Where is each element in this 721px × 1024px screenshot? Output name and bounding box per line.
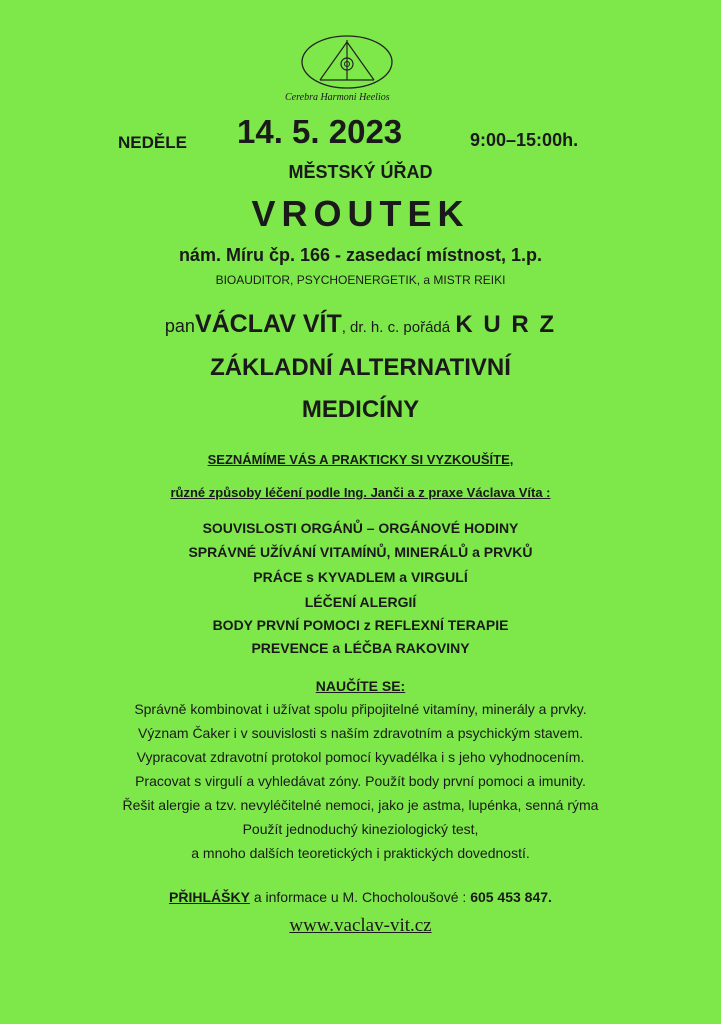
course-title-line1: ZÁKLADNÍ ALTERNATIVNÍ — [210, 354, 511, 381]
topic-item: PREVENCE a LÉČBA RAKOVINY — [251, 640, 470, 656]
event-date: 14. 5. 2023 — [237, 113, 403, 150]
topic-item: SPRÁVNÉ UŽÍVÁNÍ VITAMÍNŮ, MINERÁLŮ a PRVKŮ — [188, 544, 533, 560]
pan-label: pan — [164, 316, 195, 336]
topic-item: BODY PRVNÍ POMOCI z REFLEXNÍ TERAPIE — [212, 617, 509, 633]
kurz-label: K U R Z — [455, 311, 557, 338]
learn-item: Pracovat s virgulí a vyhledávat zóny. Použít body první pomoci a imunity. — [135, 773, 586, 789]
methods-heading: různé způsoby léčení podle Ing. Janči a z praxe Václava Víta : — [170, 485, 551, 500]
address: nám. Míru čp. 166 - zasedací místnost, 1.p. — [178, 245, 543, 265]
topic-item: PRÁCE s KYVADLEM a VIRGULÍ — [253, 569, 468, 585]
profession: BIOAUDITOR, PSYCHOENERGETIK, a MISTR REIKI — [215, 273, 506, 287]
organizer-line — [0, 310, 721, 339]
contact-text: a informace u M. Chocholoušové : — [253, 889, 467, 905]
learn-item: Správně kombinovat i užívat spolu připojitelné vitamíny, minerály a prvky. — [134, 701, 587, 717]
course-title-line2: MEDICÍNY — [301, 396, 420, 423]
topic-item: SOUVISLOSTI ORGÁNŮ – ORGÁNOVÉ HODINY — [202, 520, 519, 536]
learn-heading: NAUČÍTE SE: — [315, 678, 406, 694]
learn-item: a mnoho dalších teoretických i praktických dovedností. — [191, 845, 530, 861]
contact-line — [0, 889, 721, 905]
town: VROUTEK — [251, 193, 470, 234]
learn-item: Vypracovat zdravotní protokol pomocí kyvadélka i s jeho vyhodnocením. — [136, 749, 585, 765]
organizer-suffix: , dr. h. c. pořádá — [341, 319, 451, 336]
venue: MĚSTSKÝ ÚŘAD — [288, 162, 433, 182]
day-label: NEDĚLE — [118, 133, 187, 152]
learn-item: Řešit alergie a tzv. nevyléčitelné nemoci, jako je astma, lupénka, senná rýma — [122, 797, 599, 813]
cerebra-logo-icon — [300, 34, 394, 90]
learn-item: Význam Čaker i v souvislosti s naším zdravotním a psychickým stavem. — [137, 725, 584, 741]
organizer-name: VÁCLAV VÍT — [194, 310, 342, 338]
learn-item: Použít jednoduchý kineziologický test, — [242, 821, 479, 837]
contact-label: PŘIHLÁŠKY — [169, 889, 250, 905]
contact-phone: 605 453 847. — [470, 889, 552, 905]
logo-caption: Cerebra Harmoni Heelios — [285, 92, 390, 103]
event-time: 9:00–15:00h. — [470, 130, 579, 150]
topic-item: LÉČENÍ ALERGIÍ — [304, 594, 417, 610]
intro-heading: SEZNÁMÍME VÁS A PRAKTICKY SI VYZKOUŠÍTE, — [207, 452, 514, 467]
website-link[interactable]: www.vaclav-vit.cz — [289, 915, 432, 936]
